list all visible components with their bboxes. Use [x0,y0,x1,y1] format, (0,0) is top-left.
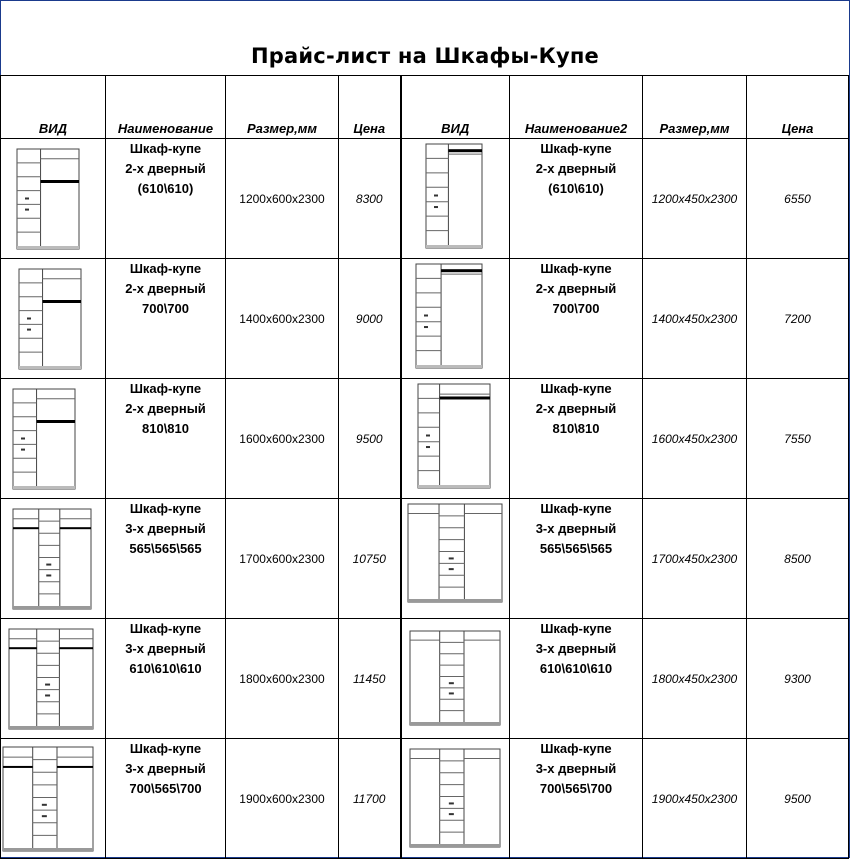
name-line-1: Шкаф-купе [540,741,612,756]
product-price: 6550 [747,139,849,259]
name-line-1: Шкаф-купе [540,141,612,156]
product-name [106,499,226,619]
wardrobe-image [1,739,106,859]
product-name [106,259,226,379]
header-size-2: Размер,мм [643,76,747,139]
table-row [1,619,849,739]
product-size: 1200х450х2300 [643,139,747,259]
name-line-2: 2-х дверный [535,161,617,176]
header-name: Наименование [106,76,226,139]
name-line-1: Шкаф-купе [540,261,612,276]
name-line-3: 700\700 [552,301,600,316]
name-line-1: Шкаф-купе [129,141,202,156]
header-size: Размер,мм [226,76,339,139]
name-line-1: Шкаф-купе [129,621,202,636]
product-size: 1900х450х2300 [643,739,747,859]
name-line-1: Шкаф-купе [540,621,612,636]
product-name [510,619,643,739]
name-line-3: 565\565\565 [539,541,613,556]
name-line-3: 700\700 [142,301,189,316]
product-price: 9000 [339,259,401,379]
name-line-1: Шкаф-купе [540,381,612,396]
name-line-3: (610\610) [548,181,604,196]
name-line-1: Шкаф-купе [540,501,612,516]
name-line-1: Шкаф-купе [129,501,202,516]
name-line-1: Шкаф-купе [129,261,202,276]
name-line-3: 610\610\610 [539,661,613,676]
wardrobe-image [401,619,510,739]
product-price: 7550 [747,379,849,499]
product-name [510,259,643,379]
price-table [0,75,849,859]
name-line-1: Шкаф-купе [129,741,202,756]
product-name [510,139,643,259]
name-line-3: 610\610\610 [129,661,202,676]
product-price: 9500 [747,739,849,859]
product-size: 1200х600х2300 [226,139,339,259]
name-line-3: 700\565\700 [539,781,613,796]
product-price: 10750 [339,499,401,619]
product-price: 7200 [747,259,849,379]
header-view-2: ВИД [401,76,510,139]
name-line-3: 810\810 [552,421,600,436]
product-size: 1700х600х2300 [226,499,339,619]
name-line-2: 2-х дверный [535,281,617,296]
product-name [106,619,226,739]
name-line-3: 810\810 [142,421,189,436]
table-row [1,259,849,379]
product-name [106,379,226,499]
name-line-2: 3-х дверный [535,521,617,536]
product-size: 1700х450х2300 [643,499,747,619]
product-price: 8300 [339,139,401,259]
name-line-1: Шкаф-купе [129,381,202,396]
product-price: 8500 [747,499,849,619]
name-line-2: 2-х дверный [535,401,617,416]
product-price: 11450 [339,619,401,739]
wardrobe-image [401,259,510,379]
header-price-2: Цена [747,76,849,139]
wardrobe-image [1,379,106,499]
name-line-3: (610\610) [137,181,194,196]
name-line-2: 3-х дверный [535,761,617,776]
product-price: 9300 [747,619,849,739]
name-line-2: 2-х дверный [125,161,206,176]
wardrobe-image [401,739,510,859]
header-view: ВИД [1,76,106,139]
product-size: 1600х450х2300 [643,379,747,499]
table-header-row [1,76,849,139]
name-line-2: 3-х дверный [125,761,206,776]
product-size: 1400х600х2300 [226,259,339,379]
wardrobe-image [1,619,106,739]
table-row [1,379,849,499]
wardrobe-image [1,139,106,259]
product-size: 1800х600х2300 [226,619,339,739]
name-line-2: 2-х дверный [125,401,206,416]
name-line-3: 565\565\565 [129,541,202,556]
product-name [510,379,643,499]
page-title: Прайс-лист на Шкафы-Купе [251,44,599,68]
product-name [510,739,643,859]
name-line-2: 3-х дверный [535,641,617,656]
product-name [106,139,226,259]
name-line-2: 3-х дверный [125,521,206,536]
name-line-3: 700\565\700 [129,781,202,796]
product-size: 1600х600х2300 [226,379,339,499]
product-size: 1900х600х2300 [226,739,339,859]
table-row [1,499,849,619]
product-price: 9500 [339,379,401,499]
wardrobe-image [1,499,106,619]
name-line-2: 3-х дверный [125,641,206,656]
table-row [1,739,849,859]
header-name-2: Наименование2 [510,76,643,139]
wardrobe-image [401,499,510,619]
table-row [1,139,849,259]
product-size: 1400х450х2300 [643,259,747,379]
wardrobe-image [1,259,106,379]
product-name [510,499,643,619]
product-name [106,739,226,859]
header-price: Цена [339,76,401,139]
product-price: 11700 [339,739,401,859]
wardrobe-image [401,139,510,259]
wardrobe-image [401,379,510,499]
name-line-2: 2-х дверный [125,281,206,296]
product-size: 1800х450х2300 [643,619,747,739]
